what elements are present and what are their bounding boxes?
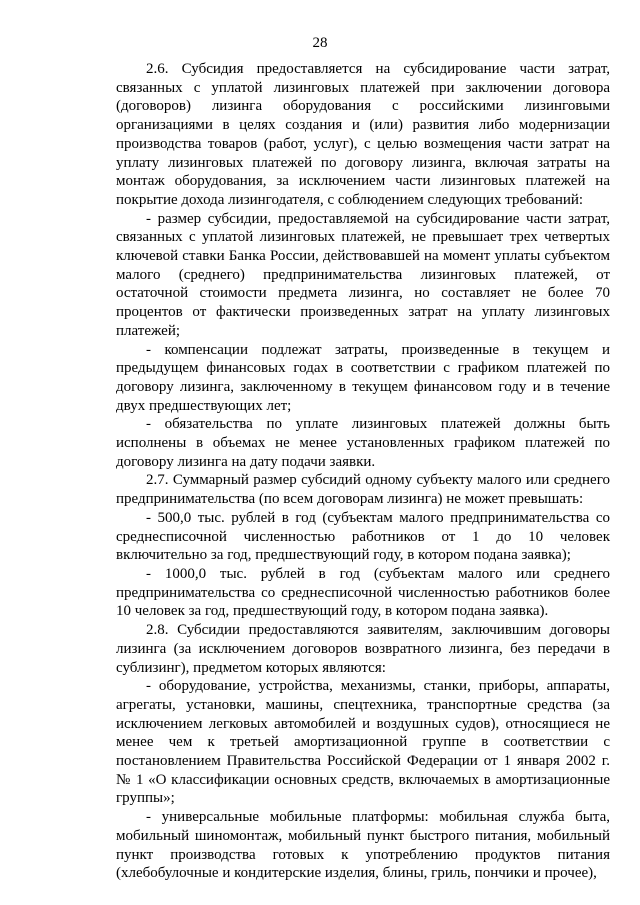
paragraph-mobile-platforms: - универсальные мобильные платформы: мобильная служба быта, мобильный шиномонтаж, мобильный пункт быстрого питания, мобильный пункт производства готовых к употреблению продуктов питания (хлебобулочные и кондитерские изделия, блины, гриль, пончики и прочее), (116, 809, 610, 882)
paragraph-2-6: 2.6. Субсидия предоставляется на субсидирование части затрат, связанных с уплатой лизинговых платежей при заключении договора (договоров) лизинга оборудования с российскими лизинговыми организациями в целях создания и (или) развития либо модернизации производства товаров (работ, услуг), с целью возмещения части затрат на уплату лизинговых платежей по договору лизинга, включая затраты на монтаж оборудования, за исключением части лизинговых платежей на покрытие дохода лизингодателя, с соблюдением следующих требований: (116, 61, 610, 208)
paragraph-2-8: 2.8. Субсидии предоставляются заявителям, заключившим договоры лизинга (за исключением договоров возвратного лизинга, без передачи в сублизинг), предметом которых являются: (116, 622, 610, 676)
paragraph-2-7: 2.7. Суммарный размер субсидий одному субъекту малого или среднего предпринимательства (по всем договорам лизинга) не может превышать: (116, 472, 610, 508)
paragraph-equipment: - оборудование, устройства, механизмы, станки, приборы, аппараты, агрегаты, установки, машины, спецтехника, транспортные средства (за исключением легковых автомобилей и воздушных судов), относящиеся не менее чем к третьей амортизационной группе в соответствии с постановлением Правительства Российской Федерации от 1 января 2002 г. № 1 «О классификации основных средств, включаемых в амортизационные группы»; (116, 678, 610, 807)
paragraph-payment-obligations: - обязательства по уплате лизинговых платежей должны быть исполнены в объемах не менее установленных графиком платежей по договору лизинга на дату подачи заявки. (116, 416, 610, 470)
paragraph-compensation-period: - компенсации подлежат затраты, произведенные в текущем и предыдущем финансовых годах в соответствии с графиком платежей по договору лизинга, заключенному в текущем финансовом году и в течение двух предшествующих лет; (116, 341, 610, 414)
page-body (116, 60, 610, 883)
paragraph-limit-500: - 500,0 тыс. рублей в год (субъектам малого предпринимательства со среднесписочной численностью работников от 1 до 10 человек включительно за год, предшествующий году, в котором подана заявка); (116, 509, 610, 564)
page-number: 28 (312, 35, 328, 51)
paragraph-limit-1000: - 1000,0 тыс. рублей в год (субъектам малого или среднего предпринимательства со среднесписочной численностью работников более 10 человек за год, предшествующий году, в котором подана заявка). (116, 565, 610, 620)
paragraph-subsidy-size: - размер субсидии, предоставляемой на субсидирование части затрат, связанных с уплатой лизинговых платежей, не превышает трех четвертых ключевой ставки Банка России, действовавшей на момент уплаты субъектом малого (среднего) предпринимательства лизинговых платежей, от остаточной стоимости предмета лизинга, но составляет не более 70 процентов от фактически произведенных затрат на уплату лизинговых платежей; (116, 210, 610, 339)
